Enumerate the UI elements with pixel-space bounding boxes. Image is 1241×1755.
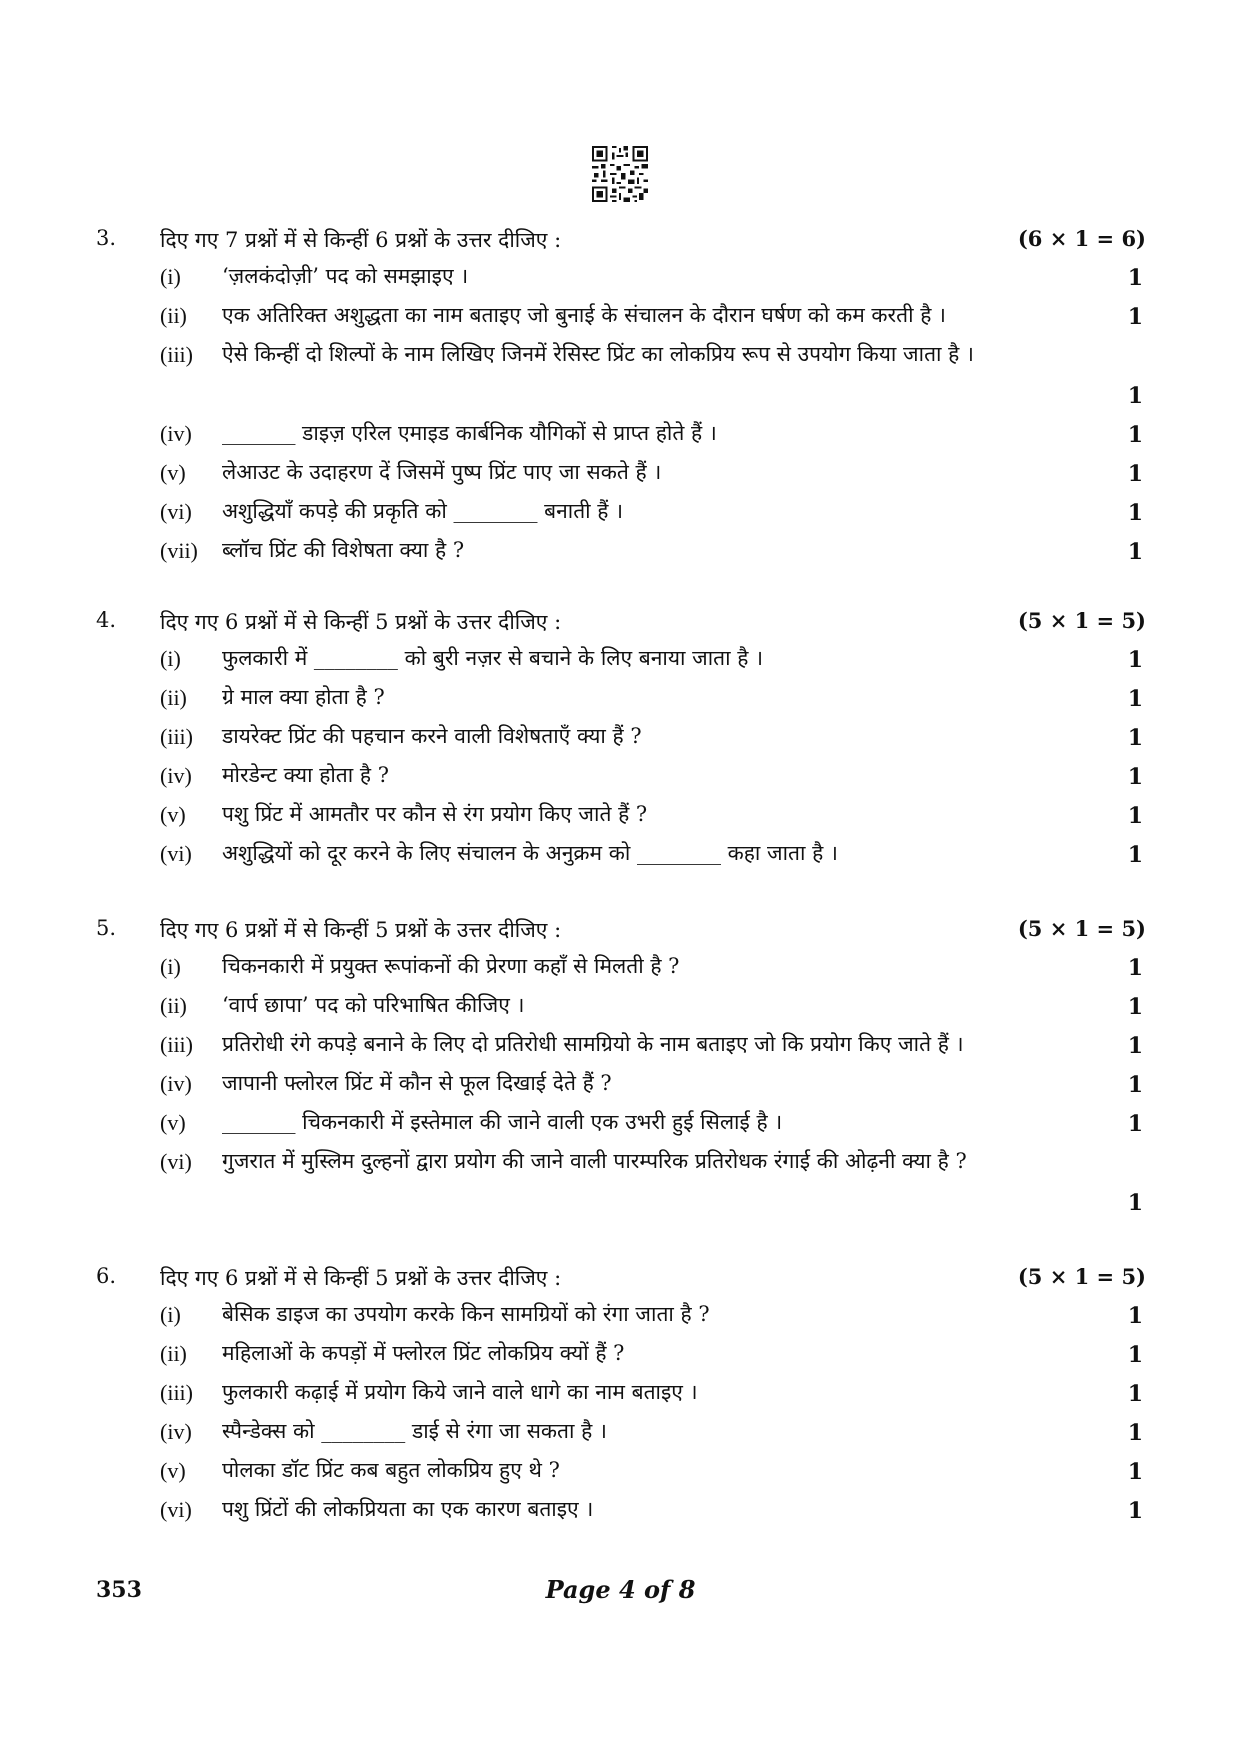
sub-question-number: (iv) [160,763,192,788]
sub-question [0,1104,1241,1143]
question-4 [0,602,1241,874]
sub-question-text: अशुद्धियों को दूर करने के लिए संचालन के अनुक्रम को ________ कहा जाता है । [222,841,838,865]
sub-question-text: महिलाओं के कपड़ों में फ्लोरल प्रिंट लोकप्रिय क्यों हैं ? [222,1341,625,1365]
sub-question-number: (v) [160,460,186,485]
sub-question-number: (i) [160,1302,181,1327]
sub-question-mark: 1 [1127,1342,1143,1368]
sub-question-text: पशु प्रिंट में आमतौर पर कौन से रंग प्रयोग किए जाते हैं ? [222,802,648,826]
sub-question-number: (v) [160,802,186,827]
sub-question-number: (ii) [160,993,187,1018]
sub-question-text: _______ चिकनकारी में इस्तेमाल की जाने वाली एक उभरी हुई सिलाई है । [222,1110,783,1134]
sub-question [0,757,1241,796]
sub-question-text: फुलकारी में ________ को बुरी नज़र से बचाने के लिए बनाया जाता है । [222,646,764,670]
question-number: 4. [96,608,117,632]
sub-question [0,1413,1241,1452]
sub-question-number: (ii) [160,1341,187,1366]
question-marks: (5 × 1 = 5) [1017,916,1146,941]
sub-question-mark: 1 [1127,422,1143,448]
sub-question-mark: 1 [1127,686,1143,712]
question-instruction: दिए गए 7 प्रश्नों में से किन्हीं 6 प्रश्नों के उत्तर दीजिए : [160,228,562,252]
sub-question-mark: 1 [1127,842,1143,868]
sub-question-mark: 1 [1127,1303,1143,1329]
sub-question-mark: 1 [1127,1420,1143,1446]
sub-question-mark: 1 [1127,955,1143,981]
sub-question [0,1491,1241,1530]
sub-question-number: (iv) [160,1419,192,1444]
sub-question [0,679,1241,718]
sub-question-number: (v) [160,1110,186,1135]
question-instruction: दिए गए 6 प्रश्नों में से किन्हीं 5 प्रश्नों के उत्तर दीजिए : [160,918,562,942]
sub-question-text: डायरेक्ट प्रिंट की पहचान करने वाली विशेषताएँ क्या हैं ? [222,724,642,748]
question-5 [0,910,1241,1222]
sub-question-text: ‘वार्प छापा’ पद को परिभाषित कीजिए । [222,993,525,1017]
sub-question [0,1143,1241,1222]
sub-question-text: ब्लॉच प्रिंट की विशेषता क्या है ? [222,538,465,562]
sub-question [0,1026,1241,1065]
sub-question-text: गुजरात में मुस्लिम दुल्हनों द्वारा प्रयोग की जाने वाली पारम्परिक प्रतिरोधक रंगाई की ओढ़नी क्या है ? [222,1149,967,1173]
sub-question-number: (ii) [160,303,187,328]
question-3 [0,220,1241,571]
sub-question-text: पोलका डॉट प्रिंट कब बहुत लोकप्रिय हुए थे ? [222,1458,560,1482]
sub-question-number: (ii) [160,685,187,710]
sub-question-text: प्रतिरोधी रंगे कपड़े बनाने के लिए दो प्रतिरोधी सामग्रियो के नाम बताइए जो कि प्रयोग किए जाते हैं । [222,1032,964,1056]
sub-question-text: मोरडेन्ट क्या होता है ? [222,763,389,787]
sub-question-number: (vi) [160,1497,192,1522]
sub-question-number: (iii) [160,724,193,749]
sub-question-text: ऐसे किन्हीं दो शिल्पों के नाम लिखिए जिनमें रेसिस्ट प्रिंट का लोकप्रिय रूप से उपयोग किया जाता है । [222,342,974,366]
question-instruction: दिए गए 6 प्रश्नों में से किन्हीं 5 प्रश्नों के उत्तर दीजिए : [160,1266,562,1290]
question-6 [0,1258,1241,1530]
sub-question-number: (vii) [160,538,198,563]
question-header [0,1258,1241,1296]
sub-question-number: (iii) [160,1380,193,1405]
sub-question-mark: 1 [1127,1381,1143,1407]
question-marks: (5 × 1 = 5) [1017,1264,1146,1289]
sub-question [0,948,1241,987]
sub-question-number: (vi) [160,1149,192,1174]
sub-question [0,835,1241,874]
sub-question-mark: 1 [1127,1498,1143,1524]
question-marks: (5 × 1 = 5) [1017,608,1146,633]
question-instruction: दिए गए 6 प्रश्नों में से किन्हीं 5 प्रश्नों के उत्तर दीजिए : [160,610,562,634]
sub-question-number: (i) [160,954,181,979]
sub-question-mark: 1 [1127,1459,1143,1485]
sub-question-mark: 1 [1127,994,1143,1020]
sub-question [0,987,1241,1026]
question-header [0,220,1241,258]
question-number: 3. [96,226,117,250]
sub-question [0,297,1241,336]
sub-question-number: (vi) [160,499,192,524]
sub-question-number: (i) [160,646,181,671]
sub-question-mark: 1 [1127,1033,1143,1059]
sub-question-text: जापानी फ्लोरल प्रिंट में कौन से फूल दिखाई देते हैं ? [222,1071,612,1095]
sub-question [0,415,1241,454]
sub-question [0,718,1241,757]
sub-question-text: _______ डाइज़ एरिल एमाइड कार्बनिक यौगिकों से प्राप्त होते हैं । [222,421,717,445]
qr-code-icon [592,146,648,202]
question-header [0,602,1241,640]
sub-question [0,258,1241,297]
sub-question-mark: 1 [1127,647,1143,673]
sub-question-text: लेआउट के उदाहरण दें जिसमें पुष्प प्रिंट पाए जा सकते हैं । [222,460,662,484]
sub-question-text: ‘ज़लकंदोज़ी’ पद को समझाइए । [222,264,469,288]
sub-question-mark: 1 [1127,725,1143,751]
question-header [0,910,1241,948]
sub-question [0,493,1241,532]
sub-question [0,336,1241,415]
sub-question-text: बेसिक डाइज का उपयोग करके किन सामग्रियों को रंगा जाता है ? [222,1302,710,1326]
sub-question [0,640,1241,679]
sub-question-number: (v) [160,1458,186,1483]
sub-question-mark: 1 [1127,803,1143,829]
sub-question-text: फुलकारी कढ़ाई में प्रयोग किये जाने वाले धागे का नाम बताइए । [222,1380,698,1404]
page-number: Page 4 of 8 [545,1575,696,1604]
sub-question-text: एक अतिरिक्त अशुद्धता का नाम बताइए जो बुनाई के संचालन के दौरान घर्षण को कम करती है । [222,303,947,327]
question-marks: (6 × 1 = 6) [1017,226,1146,251]
subject-code: 353 [96,1577,142,1603]
sub-question-text: स्पैन्डेक्स को ________ डाई से रंगा जा सकता है । [222,1419,607,1443]
sub-question-mark: 1 [1127,764,1143,790]
sub-question-mark: 1 [1127,1111,1143,1137]
sub-question [0,1335,1241,1374]
sub-question [0,1374,1241,1413]
sub-question-mark: 1 [1127,1072,1143,1098]
sub-question-text: ग्रे माल क्या होता है ? [222,685,385,709]
sub-question-number: (iii) [160,1032,193,1057]
sub-question [0,532,1241,571]
sub-question-number: (i) [160,264,181,289]
sub-question-number: (iv) [160,1071,192,1096]
sub-question-number: (iii) [160,342,193,367]
sub-question-text: अशुद्धियाँ कपड़े की प्रकृति को ________ बनाती हैं । [222,499,624,523]
sub-question-mark: 1 [1127,383,1143,409]
question-number: 5. [96,916,117,940]
sub-question-text: पशु प्रिंटों की लोकप्रियता का एक कारण बताइए । [222,1497,594,1521]
sub-question-mark: 1 [1127,500,1143,526]
sub-question-mark: 1 [1127,461,1143,487]
sub-question [0,454,1241,493]
sub-question-number: (iv) [160,421,192,446]
sub-question [0,1296,1241,1335]
sub-question [0,1452,1241,1491]
sub-question-number: (vi) [160,841,192,866]
sub-question-mark: 1 [1127,265,1143,291]
question-number: 6. [96,1264,117,1288]
sub-question-mark: 1 [1127,539,1143,565]
sub-question [0,796,1241,835]
sub-question-text: चिकनकारी में प्रयुक्त रूपांकनों की प्रेरणा कहाँ से मिलती है ? [222,954,680,978]
sub-question-mark: 1 [1127,304,1143,330]
sub-question [0,1065,1241,1104]
sub-question-mark: 1 [1127,1190,1143,1216]
